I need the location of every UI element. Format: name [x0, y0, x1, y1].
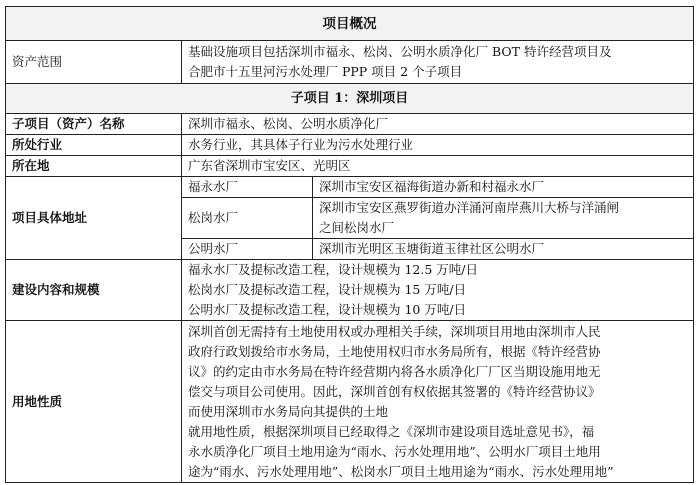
plant-address-line: 之间松岗水厂 — [319, 220, 395, 235]
asset-scope-line: 合肥市十五里河污水处理厂 PPP 项目 2 个子项目 — [188, 64, 463, 79]
asset-scope-line: 基础设施项目包括深圳市福永、松岗、公明水质净化厂 BOT 特许经营项目及 — [188, 44, 612, 59]
construction-value — [182, 260, 694, 321]
asset-name-value: 深圳市福永、松岗、公明水质净化厂 — [182, 114, 694, 135]
asset-scope-value — [182, 41, 694, 84]
land-line: 就用地性质，根据深圳项目已经取得之《深圳市建设项目选址意见书》，福 — [188, 423, 595, 439]
plant-address — [313, 198, 694, 239]
land-line: 政府行政划拨给市水务局，土地使用权归市水务局所有，根据《特许经营协 — [188, 343, 601, 359]
plant-address-line: 深圳市宝安区燕罗街道办洋涌河南岸燕川大桥与洋涌闸 — [319, 200, 620, 215]
plant-address: 深圳市宝安区福海街道办新和村福永水厂 — [313, 177, 694, 198]
land-line: 途为“雨水、污水处理用地”、松岗水厂项目土地用途为“雨水、污水处理用地” — [188, 463, 614, 479]
table-title: 项目概况 — [6, 7, 694, 41]
land-line: 永水质净化厂项目土地用途为“雨水、污水处理用地”、公明水厂项目土地用 — [188, 443, 601, 459]
construction-label: 建设内容和规模 — [6, 260, 182, 321]
land-line: 深圳首创无需持有土地使用权或办理相关手续，深圳项目用地由深圳市人民 — [188, 323, 601, 339]
project-overview-table — [5, 6, 694, 483]
asset-scope-label: 资产范围 — [6, 41, 182, 84]
construction-line: 公明水厂及提标改造工程，设计规模为 10 万吨/日 — [188, 302, 467, 317]
land-value — [182, 321, 694, 483]
land-line: 偿交与项目公司使用。因此，深圳首创有权依据其签署的《特许经营协议》 — [188, 383, 601, 399]
asset-name-label: 子项目（资产）名称 — [6, 114, 182, 135]
industry-label: 所处行业 — [6, 135, 182, 156]
construction-line: 松岗水厂及提标改造工程，设计规模为 15 万吨/日 — [188, 282, 467, 297]
subproject-title: 子项目 1：深圳项目 — [6, 84, 694, 114]
location-value: 广东省深圳市宝安区、光明区 — [182, 156, 694, 177]
location-label: 所在地 — [6, 156, 182, 177]
plant-name: 松岗水厂 — [182, 198, 313, 239]
industry-value: 水务行业，其具体子行业为污水处理行业 — [182, 135, 694, 156]
plant-name: 福永水厂 — [182, 177, 313, 198]
construction-line: 福永水厂及提标改造工程，设计规模为 12.5 万吨/日 — [188, 262, 478, 277]
plant-name: 公明水厂 — [182, 239, 313, 260]
land-label: 用地性质 — [6, 321, 182, 483]
land-line: 而使用深圳市水务局向其提供的土地 — [188, 403, 389, 419]
plant-address: 深圳市光明区玉塘街道玉律社区公明水厂 — [313, 239, 694, 260]
land-line: 议》的约定由市水务局在特许经营期内将各水质净化厂厂区当期设施用地无 — [188, 363, 601, 379]
address-label: 项目具体地址 — [6, 177, 182, 260]
